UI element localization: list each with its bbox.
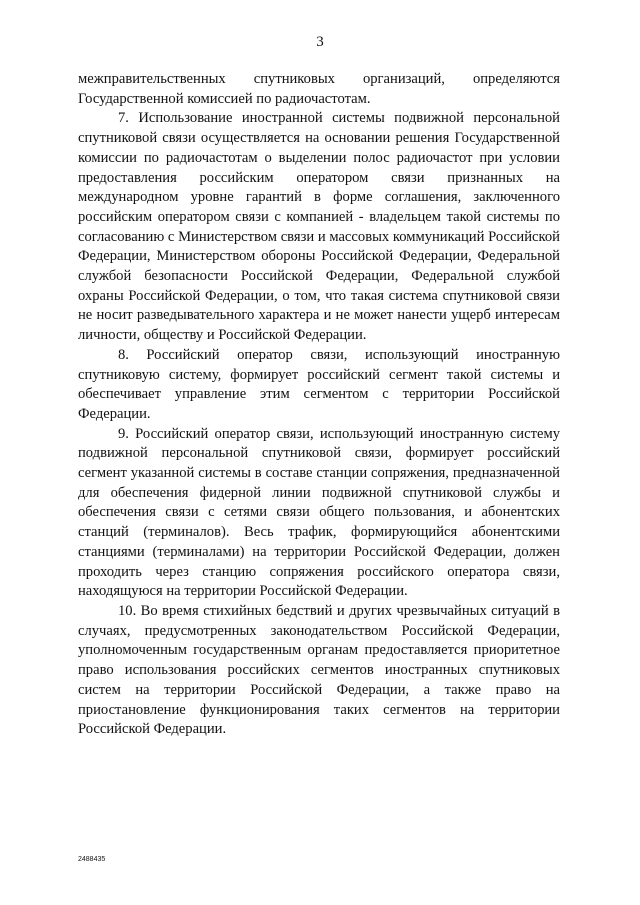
paragraph-continuation: межправительственных спутниковых организаций, определяются Государственной комиссией по радиочастотам. (78, 71, 560, 107)
page-number: 3 (316, 34, 324, 50)
paragraph-item-9: 9. Российский оператор связи, использующий иностранную систему подвижной персональной спутниковой связи, формирует российский сегмент указанной системы в составе станции сопряжения, предназначенной для обеспечения фидерной линии подвижной спутниковой службы и обеспечения связи с сетями связи общего пользования, и абонентских станций (терминалов). Весь трафик, формирующийся абонентскими станциями (терминалами) на территории Российской Федерации, должен проходить через станцию сопряжения российского оператора связи, находящуюся на территории Российской Федерации. (78, 425, 560, 600)
document-code: 2488435 (78, 856, 106, 863)
paragraph-item-10: 10. Во время стихийных бедствий и других чрезвычайных ситуаций в случаях, предусмотренных законодательством Российской Федерации, уполномоченным государственным органам предоставляется приоритетное право использования российских сегментов иностранных спутниковых систем на территории Российской Федерации, а также право на приостановление функционирования таких сегментов на территории Российской Федерации. (78, 602, 560, 738)
paragraph-item-7: 7. Использование иностранной системы подвижной персональной спутниковой связи осуществляется на основании решения Государственной комиссии по радиочастотам о выделении полос радиочастот при условии предоставления российским оператором связи признанных на международном уровне гарантий в форме соглашения, заключенного российским оператором связи с компанией - владельцем такой системы по согласованию с Министерством связи и массовых коммуникаций Российской Федерации, Министерством обороны Российской Федерации, Федеральной службой безопасности Российской Федерации, Федеральной службой охраны Российской Федерации, о том, что такая система спутниковой связи не носит разведывательного характера и не может нанести ущерб интересам личности, обществу и Российской Федерации. (78, 110, 560, 344)
document-body (78, 70, 560, 740)
paragraph-item-8: 8. Российский оператор связи, использующий иностранную спутниковую систему, формирует российский сегмент такой системы и обеспечивает управление этим сегментом с территории Российской Федерации. (78, 346, 560, 422)
